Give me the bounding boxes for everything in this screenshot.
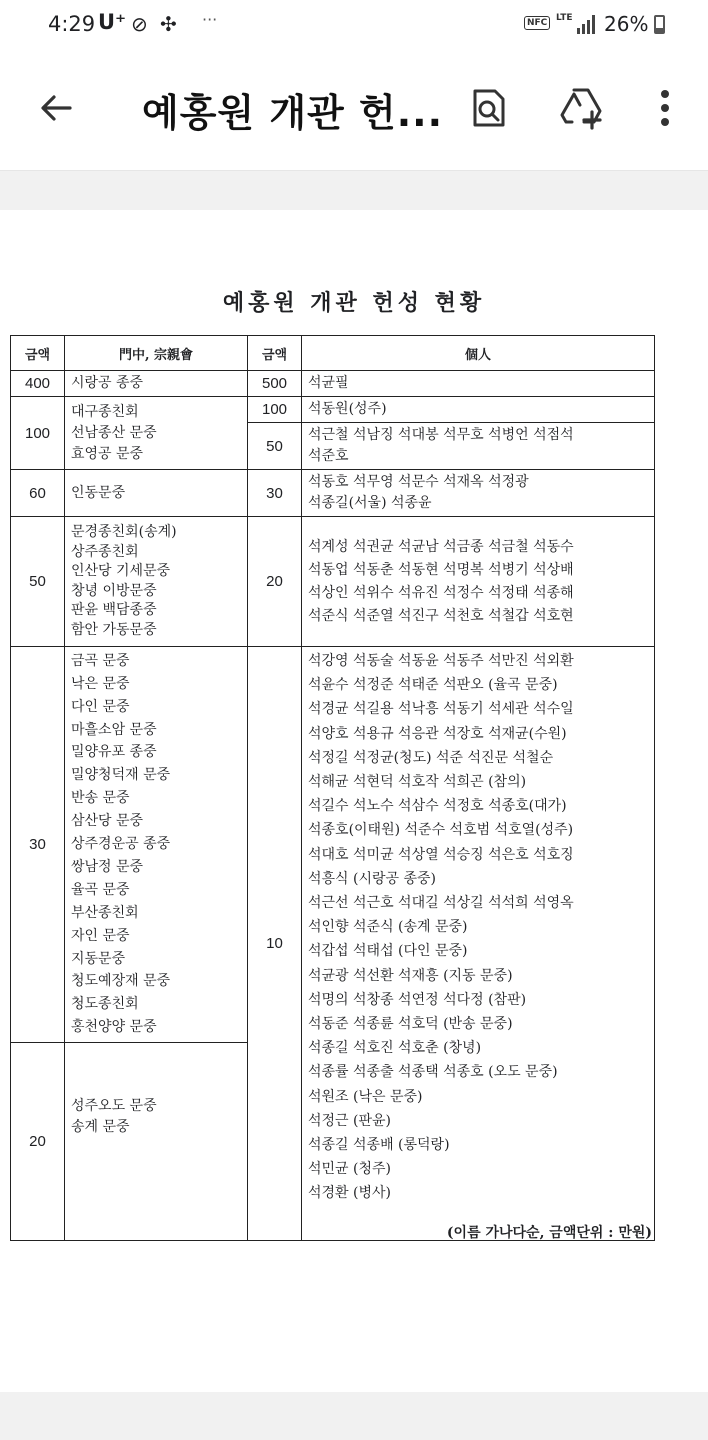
clan-name: 문경종친회(송계) — [71, 524, 177, 540]
personal-line: 석종호(이태원) 석준수 석호범 석호열(성주) — [308, 822, 574, 839]
nfc-icon: NFC — [524, 16, 550, 30]
clan-name: 낙은 문중 — [71, 675, 130, 692]
footnote: (이름 가나다순, 금액단위 : 만원) — [446, 1225, 652, 1241]
clan-name: 지동문중 — [71, 950, 126, 967]
clan-name: 대구종친회 — [71, 403, 139, 420]
clan-name: 상주경운공 종중 — [71, 836, 171, 853]
clan-names — [65, 470, 248, 517]
personal-line: 석균광 석선환 석재흥 (지동 문중) — [308, 967, 513, 984]
personal-amount: 100 — [248, 397, 302, 423]
header-row — [11, 336, 655, 371]
search-doc-icon[interactable] — [466, 86, 510, 130]
clan-amount: 20 — [11, 1043, 65, 1241]
table-row — [11, 371, 655, 397]
personal-line: 석준식 석준열 석진구 석천호 석철갑 석호현 — [308, 607, 574, 624]
personal-line: 석계성 석권균 석균남 석금종 석금철 석동수 — [308, 538, 574, 555]
clan-amount: 100 — [11, 397, 65, 470]
clan-name: 송계 문중 — [71, 1118, 130, 1135]
personal-line: 석근선 석근호 석대길 석상길 석석희 석영옥 — [308, 895, 574, 912]
personal-line: 석명의 석창종 석연정 석다정 (참판) — [308, 991, 527, 1008]
carrier-logo: U⁺ — [98, 10, 127, 34]
table-title: 예홍원 개관 헌성 현황 — [222, 290, 486, 316]
personal-line: 석경환 (병사) — [308, 1185, 391, 1202]
battery-percent: 26% — [604, 12, 649, 36]
personal-line: 석종길 석종배 (롱덕랑) — [308, 1137, 450, 1154]
header-personal: 個人 — [302, 336, 655, 371]
personal-line: 석인향 석준식 (송계 문중) — [308, 919, 468, 936]
clan-name: 율곡 문중 — [71, 881, 130, 898]
personal-names — [302, 371, 655, 397]
personal-line: 석원조 (낙은 문중) — [308, 1088, 423, 1105]
table-row — [11, 397, 655, 423]
clan-name: 선남종산 문중 — [71, 424, 157, 441]
personal-line: 석동호 석무영 석문수 석재옥 석정광 — [308, 474, 529, 490]
personal-line: 석종길(서울) 석종윤 — [308, 495, 432, 511]
add-to-drive-icon[interactable] — [558, 84, 606, 130]
personal-line: 석균필 — [308, 375, 349, 391]
clan-amount: 400 — [11, 371, 65, 397]
clan-name: 자인 문중 — [71, 927, 130, 944]
header-amount: 금액 — [11, 336, 65, 371]
clan-amount: 50 — [11, 517, 65, 647]
personal-names — [302, 423, 655, 470]
clan-name: 청도종친회 — [71, 996, 139, 1013]
personal-line: 석양호 석용규 석응관 석장호 석재균(수원) — [308, 725, 567, 742]
clan-names — [65, 397, 248, 470]
personal-names — [302, 517, 655, 647]
clan-name: 홍천양양 문중 — [71, 1019, 157, 1036]
clan-name: 상주종친회 — [71, 543, 139, 560]
personal-line: 석상인 석위수 석유진 석정수 석정태 석종해 — [308, 584, 574, 601]
personal-line: 석동준 석종륜 석호덕 (반송 문중) — [308, 1016, 513, 1033]
clan-name: 함안 가동문중 — [71, 621, 157, 638]
clan-name: 판윤 백담종중 — [71, 602, 157, 618]
personal-amount: 20 — [248, 517, 302, 647]
document-page[interactable] — [0, 210, 708, 1392]
clan-name: 청도예장재 문중 — [71, 973, 171, 990]
clan-name: 창녕 이방문중 — [71, 582, 157, 599]
status-time: 4:29 — [48, 12, 96, 36]
personal-names — [302, 397, 655, 423]
table-row — [11, 470, 655, 517]
personal-line: 석정길 석정균(청도) 석준 석진문 석철순 — [308, 749, 554, 766]
table-row — [11, 647, 655, 1043]
clan-name: 마흘소암 문중 — [71, 721, 157, 738]
clan-names — [65, 647, 248, 1043]
clan-name: 밀양청덕재 문중 — [71, 767, 171, 784]
clan-names — [65, 517, 248, 647]
header-amount-2: 금액 — [248, 336, 302, 371]
personal-line: 석갑섭 석태섭 (다인 문중) — [308, 943, 468, 960]
personal-amount: 30 — [248, 470, 302, 517]
clan-name: 다인 문중 — [71, 698, 130, 715]
clan-name: 밀양유포 종중 — [71, 744, 157, 761]
clan-name: 인산당 기세문중 — [71, 563, 171, 579]
clan-name: 시랑공 종중 — [71, 375, 144, 391]
donation-table — [10, 335, 655, 1241]
data-saver-icon: ⊘ — [131, 12, 148, 36]
personal-line: 석준호 — [308, 448, 349, 464]
personal-line: 석근철 석남징 석대봉 석무호 석병언 석점석 — [308, 427, 574, 443]
more-vert-icon[interactable] — [650, 86, 680, 130]
signal-icon — [576, 14, 598, 34]
personal-line: 석대호 석미균 석상열 석승징 석은호 석호징 — [308, 846, 574, 863]
personal-line: 석강영 석동술 석동윤 석동주 석만진 석외환 — [308, 653, 574, 669]
clan-amount: 30 — [11, 647, 65, 1043]
lte-icon: LTE — [556, 13, 573, 23]
personal-line: 석민균 (청주) — [308, 1161, 391, 1178]
personal-amount: 10 — [248, 647, 302, 1241]
personal-line: 석종길 석호진 석호춘 (창녕) — [308, 1040, 482, 1057]
fan-icon: ✣ — [160, 12, 177, 36]
personal-line: 석종률 석종출 석종택 석종호 (오도 문중) — [308, 1064, 558, 1081]
more-notifications-icon: ··· — [202, 10, 218, 29]
personal-amount: 50 — [248, 423, 302, 470]
personal-names — [302, 470, 655, 517]
personal-line: 석동업 석동춘 석동현 석명복 석병기 석상배 — [308, 561, 574, 578]
clan-name: 삼산당 문중 — [71, 813, 144, 830]
back-arrow-icon[interactable] — [34, 86, 78, 130]
personal-amount: 500 — [248, 371, 302, 397]
app-bar — [0, 52, 708, 171]
clan-name: 인동문중 — [71, 484, 126, 501]
clan-name: 쌍남정 문중 — [71, 858, 144, 875]
personal-line: 석길수 석노수 석삼수 석정호 석종호(대가) — [308, 798, 567, 815]
clan-name: 성주오도 문중 — [71, 1097, 157, 1114]
personal-line: 석흥식 (시랑공 종중) — [308, 870, 437, 887]
header-clan: 門中, 宗親會 — [65, 336, 248, 371]
personal-line: 석해균 석현덕 석호작 석희곤 (참의) — [308, 774, 527, 791]
personal-line: 석경균 석길용 석낙흥 석동기 석세관 석수일 — [308, 701, 574, 718]
status-bar — [0, 0, 708, 52]
battery-icon — [654, 15, 665, 34]
clan-names — [65, 371, 248, 397]
clan-name: 반송 문중 — [71, 790, 130, 807]
personal-line: 석윤수 석정준 석태준 석판오 (율곡 문중) — [308, 677, 558, 694]
table-row — [11, 517, 655, 647]
document-title: 예홍원 개관 헌... — [142, 91, 444, 135]
clan-name: 금곡 문중 — [71, 652, 130, 669]
clan-names — [65, 1043, 248, 1241]
clan-name: 부산종친회 — [71, 904, 139, 921]
clan-name: 효영공 문중 — [71, 445, 144, 462]
clan-amount: 60 — [11, 470, 65, 517]
personal-line: 석동원(성주) — [308, 401, 387, 417]
personal-line: 석정근 (판윤) — [308, 1112, 391, 1129]
personal-names — [302, 647, 655, 1241]
